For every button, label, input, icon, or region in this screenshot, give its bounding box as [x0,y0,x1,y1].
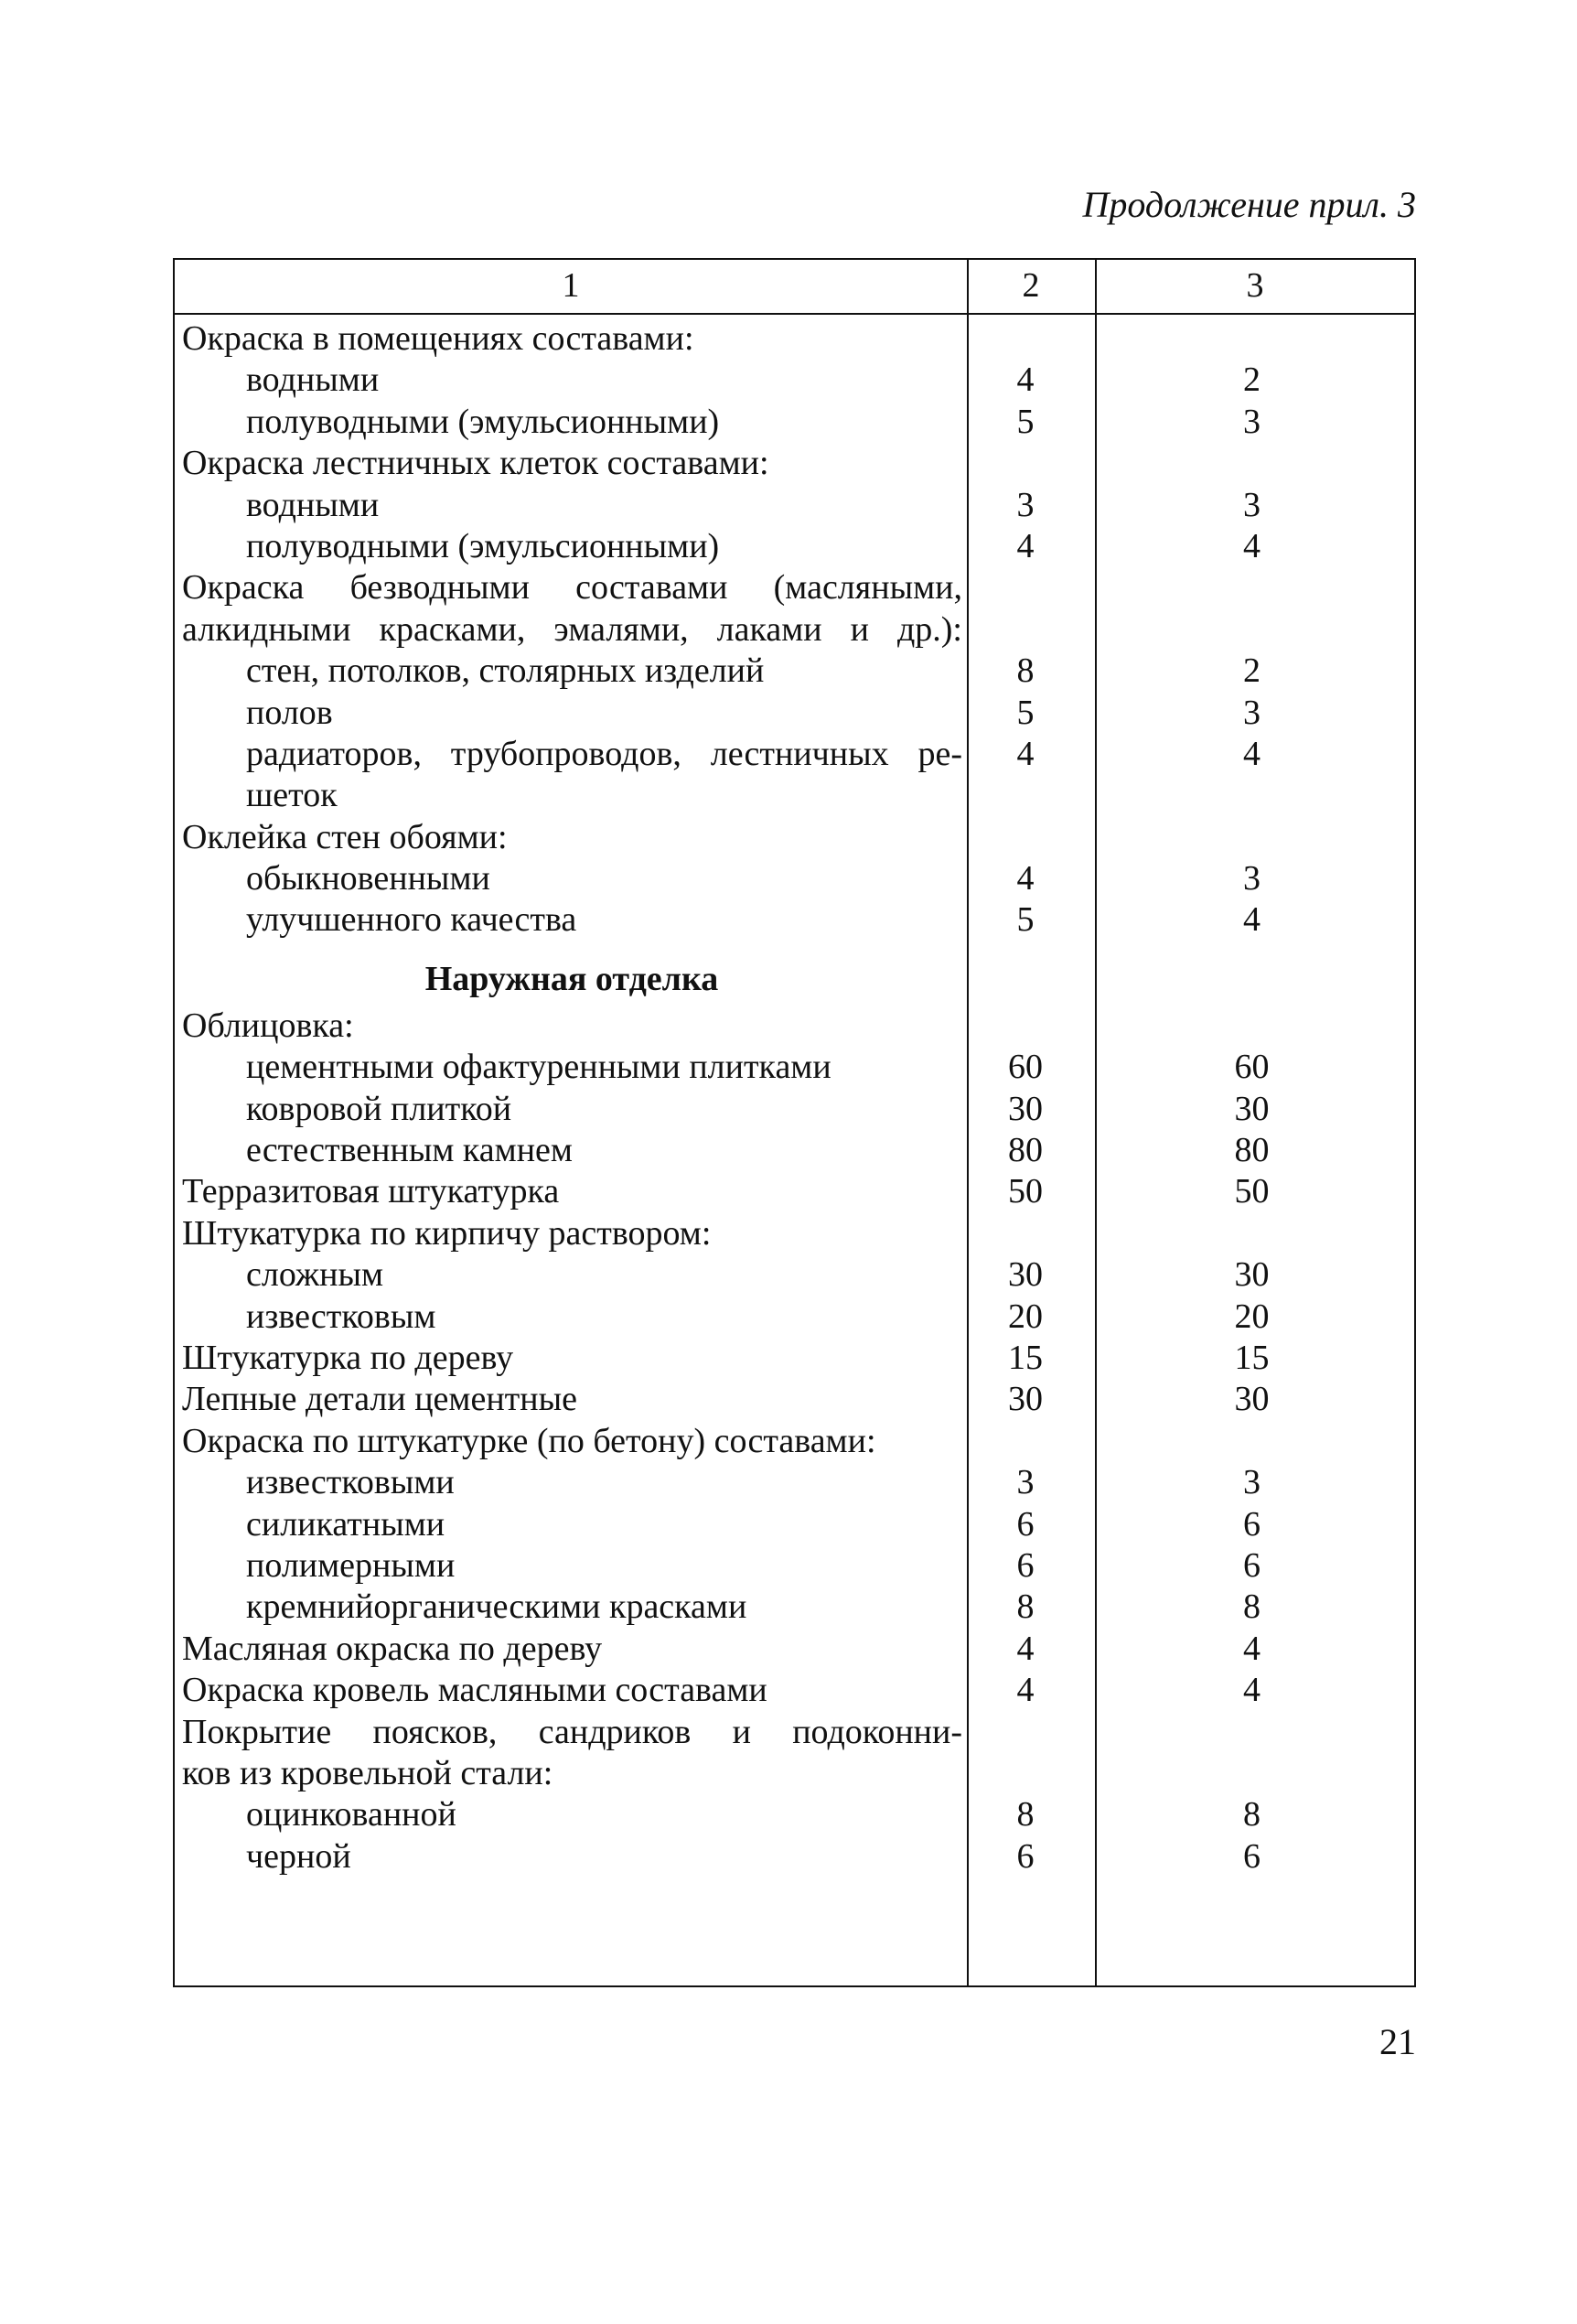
cell-col3: 4 [1243,526,1261,565]
row-label: Окраска кровель масляными составами [182,1671,767,1710]
cell-col2: 4 [1016,360,1035,400]
table-row [175,402,1414,443]
cell-col2: 4 [1016,1629,1035,1668]
table-row [175,1504,1414,1545]
header-divider [175,313,1414,315]
row-label: черной [246,1836,351,1876]
table-row [175,485,1414,526]
cell-col3: 3 [1243,402,1261,441]
table-row [175,817,1414,858]
table-row [175,443,1414,484]
cell-col2: 5 [1016,693,1035,732]
table-row [175,1753,1414,1794]
cell-col2: 6 [1016,1836,1035,1876]
cell-col3: 80 [1234,1131,1270,1170]
table-row [175,1836,1414,1877]
cell-col3: 2 [1243,651,1261,691]
row-label: ков из кровельной стали: [182,1753,553,1792]
row-label: полуводными (эмульсионными) [246,402,720,441]
cell-col3: 4 [1243,900,1261,940]
table-row [175,1421,1414,1462]
row-label: полимерными [246,1545,456,1585]
cell-col3: 6 [1243,1836,1261,1876]
cell-col3: 3 [1243,693,1261,732]
column-header-3: 3 [1246,266,1264,305]
table-row [175,734,1414,775]
cell-col3: 4 [1243,1671,1261,1710]
row-label: водными [246,485,380,524]
cell-col2: 15 [1008,1338,1043,1377]
table-row [175,1089,1414,1130]
row-label: улучшенного качества [246,900,577,940]
cell-col3: 6 [1243,1545,1261,1585]
row-label: шеток [246,776,338,815]
cell-col3: 30 [1234,1089,1270,1128]
row-label: силикатными [246,1504,445,1544]
cell-col2: 6 [1016,1504,1035,1544]
cell-col3: 3 [1243,1463,1261,1502]
page-number: 21 [1379,2021,1416,2062]
table-row [175,609,1414,651]
row-label: Лепные детали цементные [182,1380,578,1419]
row-label: Покрытие поясков, сандриков и подоконни- [182,1712,962,1751]
row-label: оцинкованной [246,1795,456,1834]
cell-col3: 3 [1243,859,1261,898]
cell-col3: 8 [1243,1795,1261,1834]
row-label: Штукатурка по кирпичу раствором: [182,1213,712,1253]
row-label: Облицовка: [182,1006,354,1045]
table-row [175,1213,1414,1254]
row-label: обыкновенными [246,859,490,898]
table-row [175,1545,1414,1587]
row-label: кремнийорганическими красками [246,1587,747,1627]
cell-col2: 4 [1016,859,1035,898]
row-label: Окраска в помещениях составами: [182,319,694,358]
table-row [175,1462,1414,1503]
cell-col2: 60 [1008,1048,1043,1087]
row-label: Штукатурка по дереву [182,1338,514,1377]
table-row [175,899,1414,941]
continuation-note: Продолжение прил. 3 [1082,184,1416,225]
cell-col3: 30 [1234,1380,1270,1419]
table-row [175,1712,1414,1753]
row-label: Окраска лестничных клеток составами: [182,444,769,483]
cell-col3: 6 [1243,1504,1261,1544]
table-row [175,1670,1414,1711]
row-label: Терразитовая штукатурка [182,1172,560,1211]
column-header-2: 2 [1022,266,1040,305]
row-label: алкидными красками, эмалями, лаками и др.): [182,609,962,649]
table-body [175,318,1414,1877]
row-label: сложным [246,1255,384,1295]
cell-col3: 60 [1234,1048,1270,1087]
cell-col2: 5 [1016,402,1035,441]
cell-col3: 20 [1234,1296,1270,1336]
section-heading: Наружная отделка [424,959,719,998]
row-label: полов [246,693,333,732]
cell-col3: 4 [1243,734,1261,773]
cell-col3: 30 [1234,1255,1270,1295]
cell-col2: 4 [1016,1671,1035,1710]
table-row [175,1171,1414,1212]
cell-col2: 20 [1008,1296,1043,1336]
row-label: естественным камнем [246,1131,573,1170]
table-row [175,360,1414,401]
table-row [175,1794,1414,1835]
row-label: ковровой плиткой [246,1089,512,1128]
cell-col2: 4 [1016,526,1035,565]
row-label: Окраска безводными составами (масляными, [182,568,962,608]
cell-col2: 30 [1008,1089,1043,1128]
section-heading-row [175,941,1414,1006]
table-row [175,1130,1414,1171]
table-row [175,1379,1414,1420]
cell-col3: 15 [1234,1338,1270,1377]
cell-col3: 8 [1243,1587,1261,1627]
table-row [175,693,1414,734]
row-label: водными [246,360,380,400]
table-row [175,526,1414,567]
table-row [175,1629,1414,1670]
cell-col3: 50 [1234,1172,1270,1211]
row-label: Оклейка стен обоями: [182,817,508,856]
cell-col2: 8 [1016,651,1035,691]
cell-col2: 8 [1016,1587,1035,1627]
row-label: Масляная окраска по дереву [182,1629,603,1668]
row-label: стен, потолков, столярных изделий [246,651,765,691]
table-row [175,1006,1414,1047]
table-row [175,1587,1414,1628]
table-row [175,1296,1414,1338]
row-label: радиаторов, трубопроводов, лестничных ре- [246,734,962,773]
cell-col2: 80 [1008,1131,1043,1170]
row-label: известковыми [246,1463,455,1502]
table-row [175,775,1414,816]
column-header-1: 1 [562,266,580,305]
table-row [175,567,1414,608]
table-row [175,1338,1414,1379]
data-table [173,258,1416,1987]
cell-col2: 3 [1016,1463,1035,1502]
cell-col2: 6 [1016,1545,1035,1585]
cell-col2: 30 [1008,1380,1043,1419]
cell-col2: 4 [1016,734,1035,773]
cell-col2: 30 [1008,1255,1043,1295]
cell-col2: 50 [1008,1172,1043,1211]
cell-col3: 2 [1243,360,1261,400]
row-label: полуводными (эмульсионными) [246,526,720,565]
cell-col3: 4 [1243,1629,1261,1668]
cell-col2: 3 [1016,485,1035,524]
table-row [175,858,1414,899]
table-row [175,651,1414,692]
table-row [175,1047,1414,1088]
row-label: Окраска по штукатурке (по бетону) составами: [182,1421,876,1460]
row-label: известковым [246,1296,436,1336]
cell-col2: 5 [1016,900,1035,940]
row-label: цементными офактуренными плитками [246,1048,831,1087]
cell-col3: 3 [1243,485,1261,524]
cell-col2: 8 [1016,1795,1035,1834]
table-row [175,318,1414,360]
table-row [175,1254,1414,1296]
